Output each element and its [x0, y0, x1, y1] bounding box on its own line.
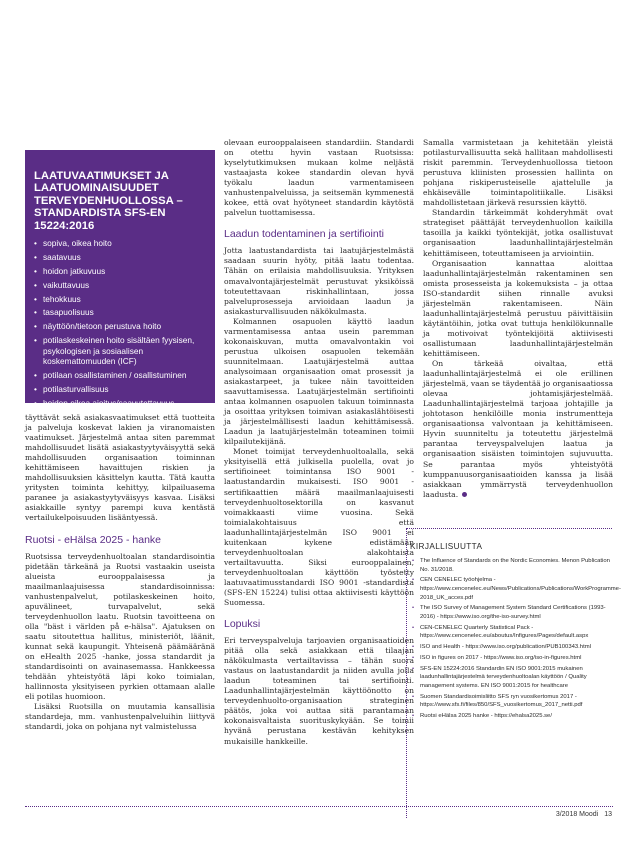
end-mark-icon [462, 492, 467, 497]
info-box-title: LAATUVAATIMUKSET JA LAATUOMINAISUUDET TERVEYDENHUOLLOSSA – STANDARDISTA SFS-EN 15224:2016 [34, 170, 183, 232]
list-item: • hoidon jatkuvuus [34, 266, 205, 276]
paragraph: Samalla varmistetaan ja kehitetään yleistä potilasturvallisuutta sekä hallitaan mahdollisesti riskit paremmin. Terveydenhuollossa tietoon perustuva kliinisten prosessien hallinta on pohjana riskiperusteiselle ajattelulle ja ehkäisevälle toimintapolitiikalle. Lisäksi mahdollistetaan järkevä resurssien käyttö. [423, 138, 613, 208]
paragraph: Organisaation kannattaa aloittaa laadunhallintajärjestelmän rakentaminen sen omista prosesseista ja kokemuksista – ja ottaa ISO-standardit siihen rinnalle avuksi järjestelmän rakentamiseen. Näin laadunhallintajärjestelmä perustuu päivittäisiin käytäntöihin, jotka ovat tuttuja henkilökunnalle ja motivoivat työntekijöitä aktiivisesti osallistumaan laadunhallintajärjestelmän kehittämiseen. [423, 258, 613, 358]
paragraph: olevaan eurooppalaiseen standardiin. Standardi on otettu hyvin vastaan Ruotsissa: kyselytutkimuksen mukaan kolme neljästä vastaajasta kokee standardin olevan hyvä työkalu laadun varmentamiseen vanhustenpalveluissa, ja seitsemän kymmenestä kokee, että ovat hyötyneet standardin käytöstä palvelun tuottamisessa. [224, 138, 414, 218]
page-footer [556, 811, 612, 818]
page-number: 13 [604, 811, 612, 818]
reference-item: • The ISO Survey of Management System Standard Certifications (1993-2016) - https://www.iso.org/the-iso-survey.html [406, 604, 612, 621]
list-item: • tasapuolisuus [34, 307, 205, 317]
references-list [406, 557, 621, 721]
list-item: • potilaan osallistaminen / osallistuminen [34, 370, 205, 380]
paragraph: Kolmannen osapuolen käyttö laadun varmentamisessa antaa usein paremman kokonaiskuvan, mutta omavalvontakin voi perustua ulkoisen osapuolen tekemään suunnitelmaan. Laatujärjestelmä auttaa analysoimaan organisaation omat prosessit ja asiakastarpeet, ja tukee näin tavoitteiden saavuttamisessa. Laatujärjestelmän sertifiointi antaa kolmannen osapuolen takuun toiminnasta ja osoittaa yrityksen toimivan asiakaslähtöisesti ja järjestelmällisesti laadun kehittämisessä. Laadun ja laatujärjestelmän toteaminen toimii kilpailutekijänä. [224, 316, 414, 447]
list-item: • sopiva, oikea hoito [34, 238, 205, 248]
paragraph: Standardin tärkeimmät kohderyhmät ovat strategiset päättäjät terveydenhuollon kaikilla tasoilla ja kaikki työntekijät, jotka osallistuvat organisaation laadunhallintajärjestelmän kehittämiseen, toteuttamiseen ja arviointiin. [423, 208, 613, 258]
paragraph-last [423, 359, 613, 500]
list-item: • potilaskeskeinen hoito sisältäen fyysisen, psykologisen ja sosiaalisen koskemattomuuden (ICF) [34, 335, 205, 366]
reference-item: • SFS-EN 15224:2016 Standardin EN ISO 9001:2015 mukainen laadunhallintajärjestelmä terveydenhuoltoalan käyttöön / Quality management systems. EN ISO 9001:2015 for healthcare [406, 665, 612, 691]
list-item: • potilasturvallisuus [34, 384, 205, 394]
reference-item: • The Influence of Standards on the Nordic Economies. Menon Publication No. 31/2018. [406, 557, 612, 574]
reference-item: • ISO in figures on 2017 - https://www.iso.org/iso-in-figures.html [406, 654, 612, 663]
reference-item: • ISO and Health - https://www.iso.org/publication/PUB100343.html [406, 643, 612, 652]
references-title: KIRJALLISUUTTA [410, 542, 483, 551]
reference-item: • Ruotsi eHälsa 2025 hanke - https://ehalsa2025.se/ [406, 712, 612, 721]
reference-item: • CEN-CENELEC Quarterly Statistical Pack - https://www.cencenelec.eu/aboutus/Infigures/Pages/default.aspx [406, 624, 612, 641]
paragraph: Ruotsissa terveydenhuoltoalan standardisointia pidetään tärkeänä ja Ruotsi vastaakin useista alueista eurooppalaisessa ja maailmanlaajuisessa standardisoinnissa: vanhustenpalvelut, potilaskeskeinen hoito, apuvälineet, turvapalvelut, sekä terveydenhuollon laatu. Ruotsin tavoitteena on olla "bäst i världen på e-hälsa". Ajatuksen on saatu sitoutettua hallitus, ministeriöt, läänit, kunnat sekä kaupungit. Yhteisenä päämääränä on eHealth 2025 -hanke, jossa standardit ja standardisointi on avainasemassa. Hankkeessa tehdään yhteistyötä läpi koko toimialan, hallinnosta yksityiseen pyrkien ottamaan alalle eli potilas huomioon. [25, 551, 215, 702]
column-2 [224, 138, 414, 747]
reference-item: • CEN CENELEC työohjelma - https://www.cencenelec.eu/News/Publications/Publications/WorkProgramme-2018_UK_acces.pdf [406, 576, 612, 602]
list-item: • hoidon oikea ajoitus/saavutettavuus [34, 398, 205, 408]
paragraph: Monet toimijat terveydenhuoltoalalla, sekä yksityisellä että julkisella puolella, ovat jo sertifioineet toimintansa ISO 9001 -laatustandardin mukaisesti. ISO 9001 -sertifikaattien määrä maailmanlaajuisesti terveydenhuoltosektorilla on kasvanut voimakkaasti viime vuosina. Sekä toimialakohtaisuus että laadunhallintajärjestelmän ISO 9001 ei kuitenkaan kykene edistämään terveydenhuoltoalan alakohtaista vertailtavuutta. Siksi eurooppalainen, terveydenhuoltoalan käyttöön työstetty laatuvaatimusstandardi ISO 9001 -standardista (SFS-EN 15224) tulisi ottaa aktiivisesti käyttöön Suomessa. [224, 447, 414, 608]
paragraph: täyttävät sekä asiakasvaatimukset että tuotteita ja palveluja koskevat lakien ja viranomaisten vaatimukset. Järjestelmä antaa siten paremmat mahdollisuudet lisätä asiakastyytyväisyyttä sekä mahdollisuuden organisaation toiminnan kehittämiseen havaittujen riskien ja mahdollisuuksien käsittelyn kautta. Tätä kautta yritysten toiminta kehittyy, kilpailuasema paranee ja asiakastyytyväisyys kasvaa. Lisäksi asiakkaille syntyy parempi kuva kentästä vertailukelpoisuuden lisääntyessä. [25, 413, 215, 523]
heading-lopuksi: Lopuksi [224, 618, 261, 631]
paragraph-text: On tärkeää oivaltaa, että laadunhallintajärjestelmä ei ole erillinen järjestelmä, vaan se täydentää jo organisaatiossa olevaa johtamisjärjestelmää. Laadunhallintajärjestelmä tarjoaa johtajille ja johtotason henkilöille monia instrumentteja organisaationsa valvontaan ja kehittämiseen. Hyvin suunniteltu ja toteutettu järjestelmä parantaa terveyspalvelujen laatua ja organisaation sisäisten toimintojen sujuvuutta. Se parantaa myös yhteistyötä kumppanuusorganisaatioiden kanssa ja lisää asiakkaan ymmärrystä terveydenhuollon laadusta. [423, 359, 613, 499]
list-item: • tehokkuus [34, 294, 205, 304]
heading-laatu: Laadun todentaminen ja sertifiointi [224, 228, 384, 241]
references-box [406, 528, 621, 723]
heading-ruotsi: Ruotsi - eHälsa 2025 - hanke [25, 533, 161, 546]
paragraph: Eri terveyspalveluja tarjoavien organisaatioiden pitää olla sekä asiakkaan että tilaajan näkökulmasta vertailtavissa – tähän suora vastaus on laatustandardit ja niiden avulla jolla laadun toteaminen tai sertifiointi. Laadunhallintajärjestelmän käyttöönotto on terveydenhuolto-organisaation strateginen päätös, joka voi auttaa sitä parantamaan kokonaisvaltaista suorituskykyään. Se toimii hyvänä perustana kestävän kehityksen mukaisille hankkeille. [224, 636, 414, 746]
column-3 [423, 138, 613, 500]
reference-item: • Suomen Standardisoimisliitto SFS ryn vuosikertomus 2017 - https://www.sfs.fi/files/850/SFS_vuosikertomus_2017_netti.pdf [406, 693, 612, 710]
list-item: • näyttöön/tietoon perustuva hoito [34, 321, 205, 331]
column-1 [25, 413, 215, 732]
list-item: • vaikuttavuus [34, 280, 205, 290]
paragraph: Lisäksi Ruotsilla on muutamia kansallisia standardeja, mm. vanhustenpalveluihin liittyvä standardi, joka on pohjana nyt valmistelussa [25, 702, 215, 732]
issue-label: 3/2018 Moodi [555, 811, 599, 818]
list-item: • saatavuus [34, 252, 205, 262]
info-box [25, 150, 215, 408]
footer-rule [25, 806, 613, 807]
paragraph: Jotta laatustandardista tai laatujärjestelmästä saadaan suurin hyöty, pitää laatu todentaa. Tähän on erilaisia mahdollisuuksia. Yrityksen omavalvontajärjestelmät perustuvat yksiköissä toteutettavaan riskinhallintaan, jossa palveluprosesseja arvioidaan laadun ja asiakasturvallisuuden näkökulmasta. [224, 246, 414, 316]
info-box-list [34, 238, 205, 408]
